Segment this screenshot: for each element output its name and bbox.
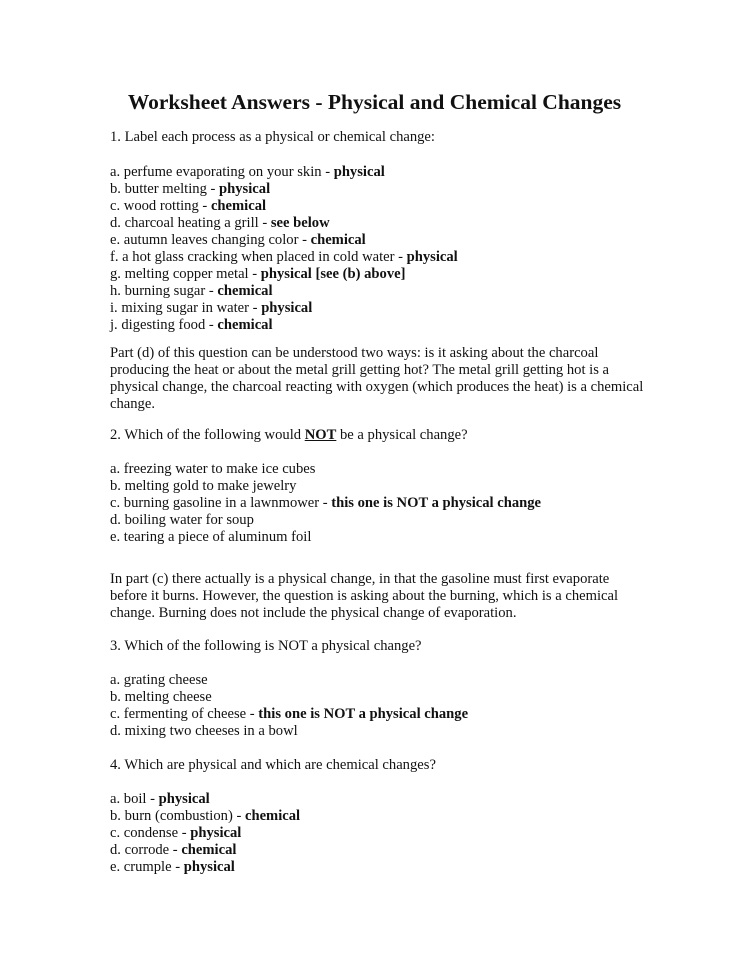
list-item xyxy=(110,529,650,546)
page-title: Worksheet Answers - Physical and Chemical Changes xyxy=(127,90,622,114)
question-2-note: In part (c) there actually is a physical change, in that the gasoline must first evaporate before it burns. However, the question is asking about the burning, which is a chemical change. Burning does not include the physical change of evaporation. xyxy=(110,571,619,621)
question-text: 1. Label each process as a physical or chemical change: xyxy=(110,129,435,145)
item-answer: physical [see (b) above] xyxy=(260,266,406,282)
question-4-list xyxy=(110,791,650,876)
question-text-pre: 2. Which of the following would xyxy=(110,427,305,443)
item-answer: see below xyxy=(270,215,330,231)
item-text: c. fermenting of cheese - xyxy=(110,706,259,722)
item-answer: this one is NOT a physical change xyxy=(331,495,542,511)
list-item xyxy=(110,842,650,859)
item-text: a. boil - xyxy=(110,791,159,807)
item-text: c. burning gasoline in a lawnmower - xyxy=(110,495,332,511)
item-answer: physical xyxy=(183,859,235,875)
item-text: e. autumn leaves changing color - xyxy=(110,232,311,248)
list-item xyxy=(110,249,650,266)
question-1-note: Part (d) of this question can be understood two ways: is it asking about the charcoal producing the heat or about the metal grill getting hot? The metal grill getting hot is a physical change, the charcoal reacting with oxygen (which produces the heat) is a chemical change. xyxy=(110,345,644,412)
item-text: b. burn (combustion) - xyxy=(110,808,245,824)
item-text: c. condense - xyxy=(110,825,191,841)
item-text: d. corrode - xyxy=(110,842,182,858)
list-item xyxy=(110,266,650,283)
question-2-list xyxy=(110,461,650,546)
list-item xyxy=(110,723,650,740)
list-item xyxy=(110,283,650,300)
question-3-list xyxy=(110,672,650,740)
item-answer: chemical xyxy=(210,198,267,214)
question-1 xyxy=(110,129,650,146)
list-item xyxy=(110,232,650,249)
list-item xyxy=(110,512,650,529)
list-item xyxy=(110,198,650,215)
question-3 xyxy=(110,638,650,655)
item-text: a. grating cheese xyxy=(110,672,208,688)
list-item xyxy=(110,461,650,478)
item-text: g. melting copper metal - xyxy=(110,266,261,282)
item-text: e. tearing a piece of aluminum foil xyxy=(110,529,312,545)
list-item xyxy=(110,317,650,334)
list-item xyxy=(110,859,650,876)
question-4 xyxy=(110,757,650,774)
item-answer: chemical xyxy=(217,283,273,299)
item-text: a. freezing water to make ice cubes xyxy=(110,461,316,477)
item-answer: physical xyxy=(406,249,458,265)
list-item xyxy=(110,689,650,706)
item-text: a. perfume evaporating on your skin - xyxy=(110,164,334,180)
list-item xyxy=(110,791,650,808)
list-item xyxy=(110,495,650,512)
item-text: b. butter melting - xyxy=(110,181,220,197)
question-2 xyxy=(110,427,650,444)
item-answer: chemical xyxy=(244,808,301,824)
item-text: c. wood rotting - xyxy=(110,198,211,214)
item-answer: physical xyxy=(261,300,313,316)
question-text xyxy=(110,427,650,444)
list-item xyxy=(110,215,650,232)
list-item xyxy=(110,164,650,181)
question-1-list xyxy=(110,164,650,334)
question-text: 3. Which of the following is NOT a physical change? xyxy=(110,638,422,654)
list-item xyxy=(110,300,650,317)
item-text: i. mixing sugar in water - xyxy=(110,300,262,316)
list-item xyxy=(110,808,650,825)
question-text-post: be a physical change? xyxy=(336,427,468,443)
item-answer: chemical xyxy=(217,317,273,333)
list-item xyxy=(110,706,650,723)
item-answer: chemical xyxy=(181,842,237,858)
emphasis-not: NOT xyxy=(304,427,337,443)
list-item xyxy=(110,672,650,689)
item-answer: this one is NOT a physical change xyxy=(258,706,469,722)
item-answer: chemical xyxy=(310,232,366,248)
item-text: f. a hot glass cracking when placed in cold water - xyxy=(110,249,407,265)
item-answer: physical xyxy=(333,164,385,180)
question-text: 4. Which are physical and which are chemical changes? xyxy=(110,757,436,773)
item-text: d. charcoal heating a grill - xyxy=(110,215,271,231)
item-answer: physical xyxy=(158,791,210,807)
list-item xyxy=(110,181,650,198)
item-text: d. mixing two cheeses in a bowl xyxy=(110,723,298,739)
item-text: e. crumple - xyxy=(110,859,184,875)
item-text: h. burning sugar - xyxy=(110,283,218,299)
item-text: b. melting gold to make jewelry xyxy=(110,478,297,494)
item-text: b. melting cheese xyxy=(110,689,212,705)
list-item xyxy=(110,478,650,495)
item-answer: physical xyxy=(219,181,271,197)
item-text: j. digesting food - xyxy=(110,317,218,333)
item-text: d. boiling water for soup xyxy=(110,512,254,528)
list-item xyxy=(110,825,650,842)
item-answer: physical xyxy=(190,825,242,841)
